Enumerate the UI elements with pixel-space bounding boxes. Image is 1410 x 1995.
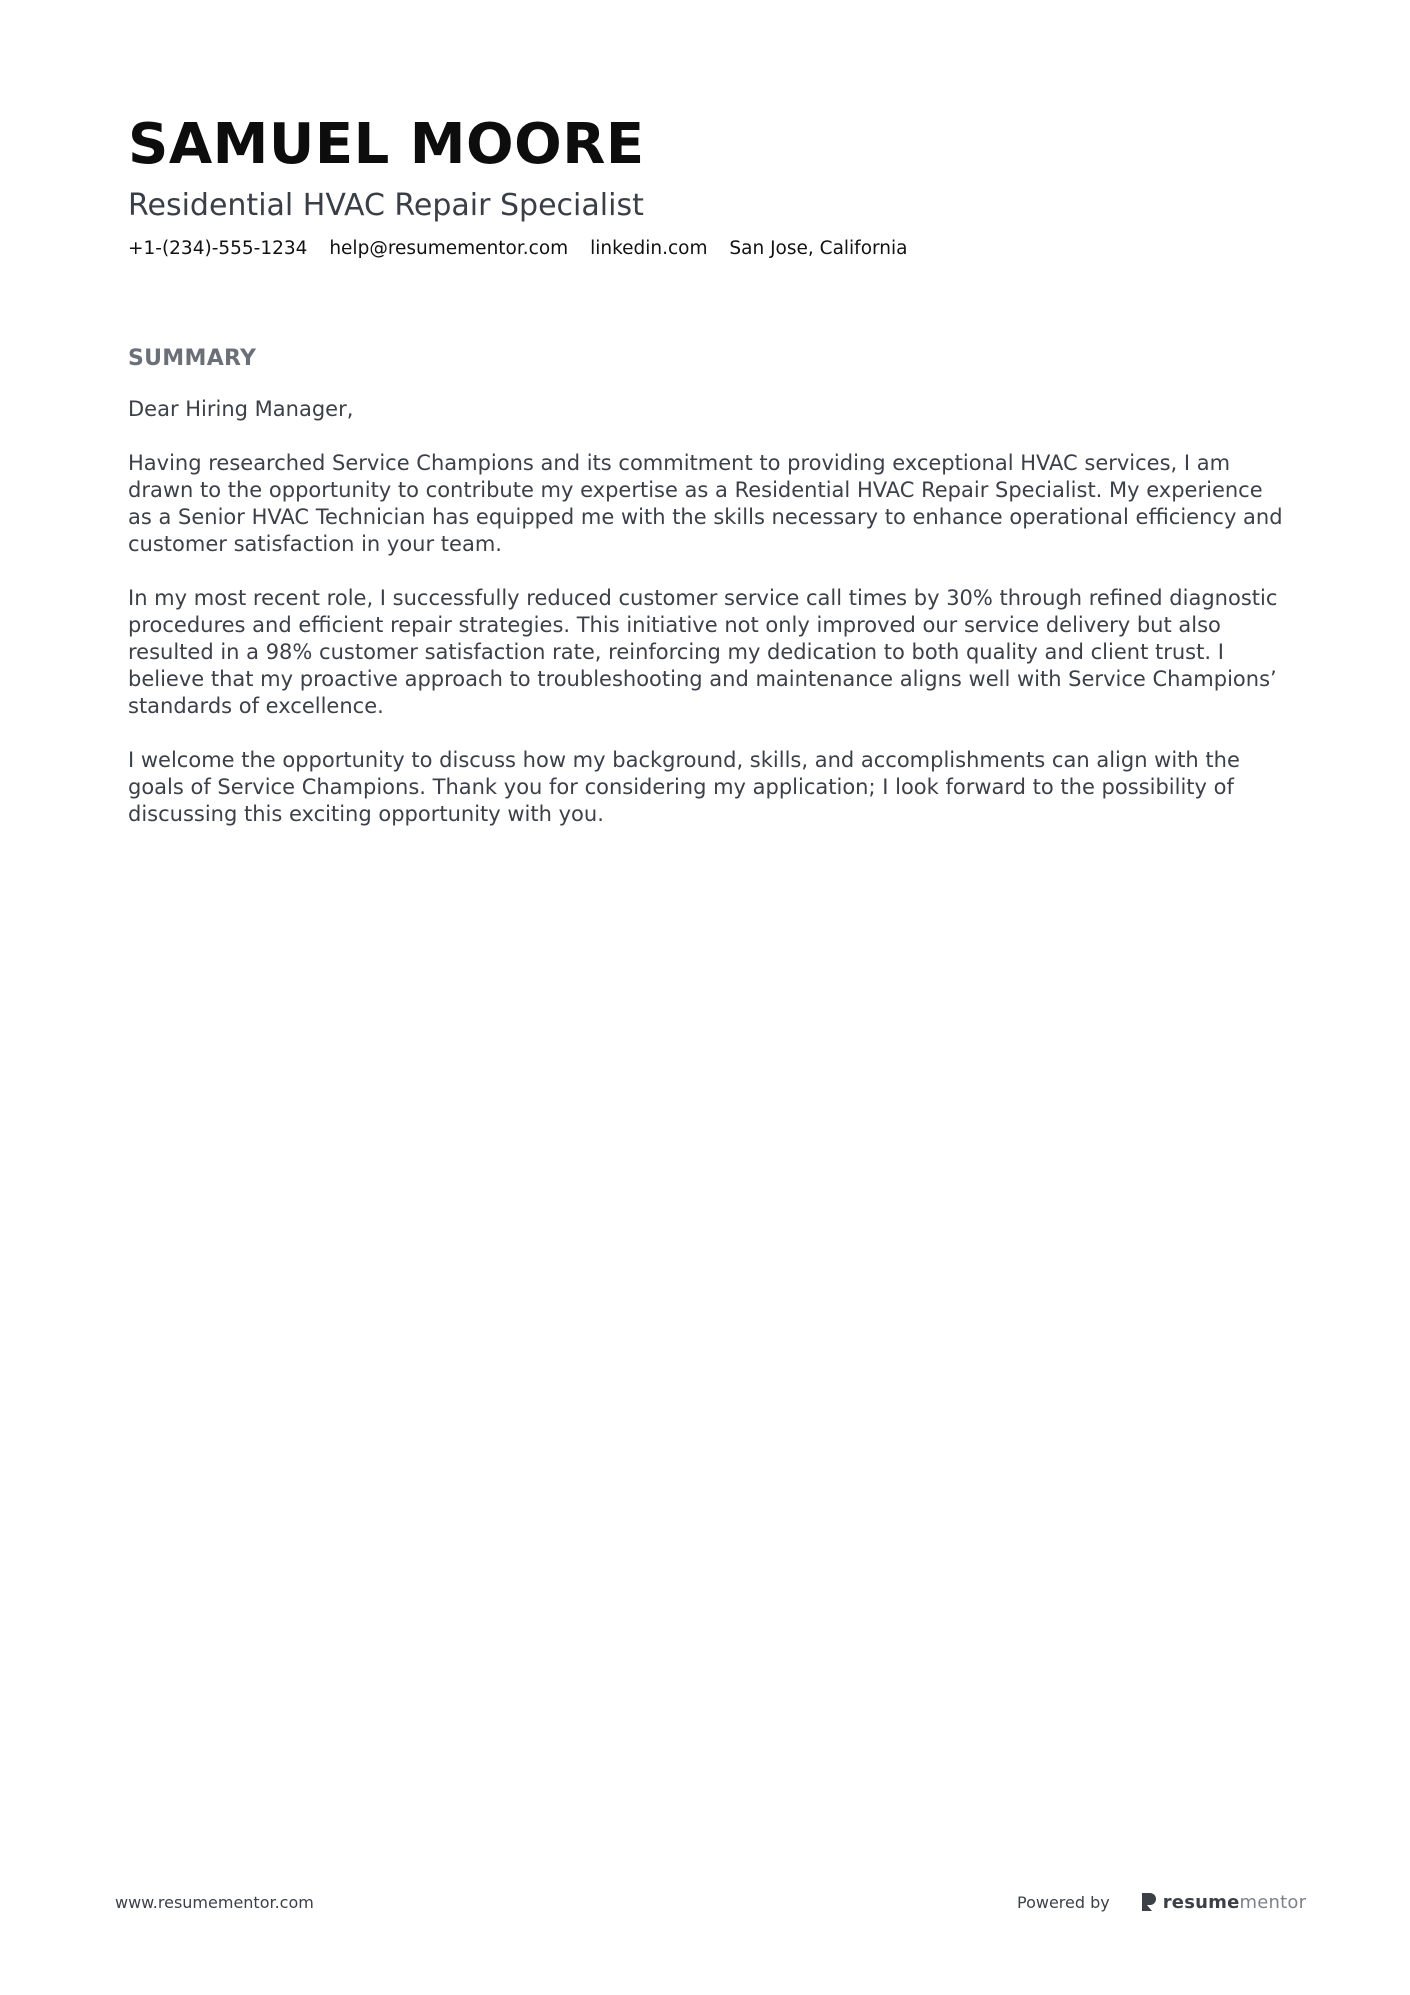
contact-location: San Jose, California: [729, 238, 908, 259]
brand-part-resume: resume: [1162, 1891, 1240, 1913]
job-title: Residential HVAC Repair Specialist: [128, 188, 644, 223]
salutation: Dear Hiring Manager,: [128, 397, 354, 421]
contact-linkedin[interactable]: linkedin.com: [590, 238, 708, 259]
contact-email[interactable]: help@resumementor.com: [329, 238, 569, 259]
summary-heading: SUMMARY: [128, 346, 257, 371]
brand-wordmark[interactable]: [1163, 1892, 1306, 1913]
brand-part-mentor: mentor: [1239, 1891, 1307, 1913]
footer-branding: [1017, 1887, 1306, 1917]
powered-by-label: Powered by: [1017, 1892, 1110, 1912]
candidate-name: SAMUEL MOORE: [128, 112, 645, 177]
summary-paragraph: I welcome the opportunity to discuss how my background, skills, and accomplishments can align with the goals of Service Champions. Thank you for considering my application; I look forward to the possibility of discussing this exciting opportunity with you.: [128, 748, 1240, 826]
contact-line: [128, 236, 1288, 262]
summary-paragraph: In my most recent role, I successfully reduced customer service call times by 30% through refined diagnostic procedures and efficient repair strategies. This initiative not only improved our service delivery but also resulted in a 98% customer satisfaction rate, reinforcing my dedication to both quality and client trust. I believe that my proactive approach to troubleshooting and maintenance aligns well with Service Champions’ standards of excellence.: [128, 586, 1278, 718]
summary-section: [128, 344, 1288, 855]
contact-phone: +1-(234)-555-1234: [128, 238, 308, 259]
header: [128, 110, 1288, 262]
summary-paragraph: Having researched Service Champions and its commitment to providing exceptional HVAC services, I am drawn to the opportunity to contribute my expertise as a Residential HVAC Repair Specialist. My experience as a Senior HVAC Technician has equipped me with the skills necessary to enhance operational efficiency and customer satisfaction in your team.: [128, 451, 1283, 556]
resumementor-logo-icon: [1140, 1891, 1158, 1913]
footer-website[interactable]: www.resumementor.com: [115, 1893, 314, 1912]
